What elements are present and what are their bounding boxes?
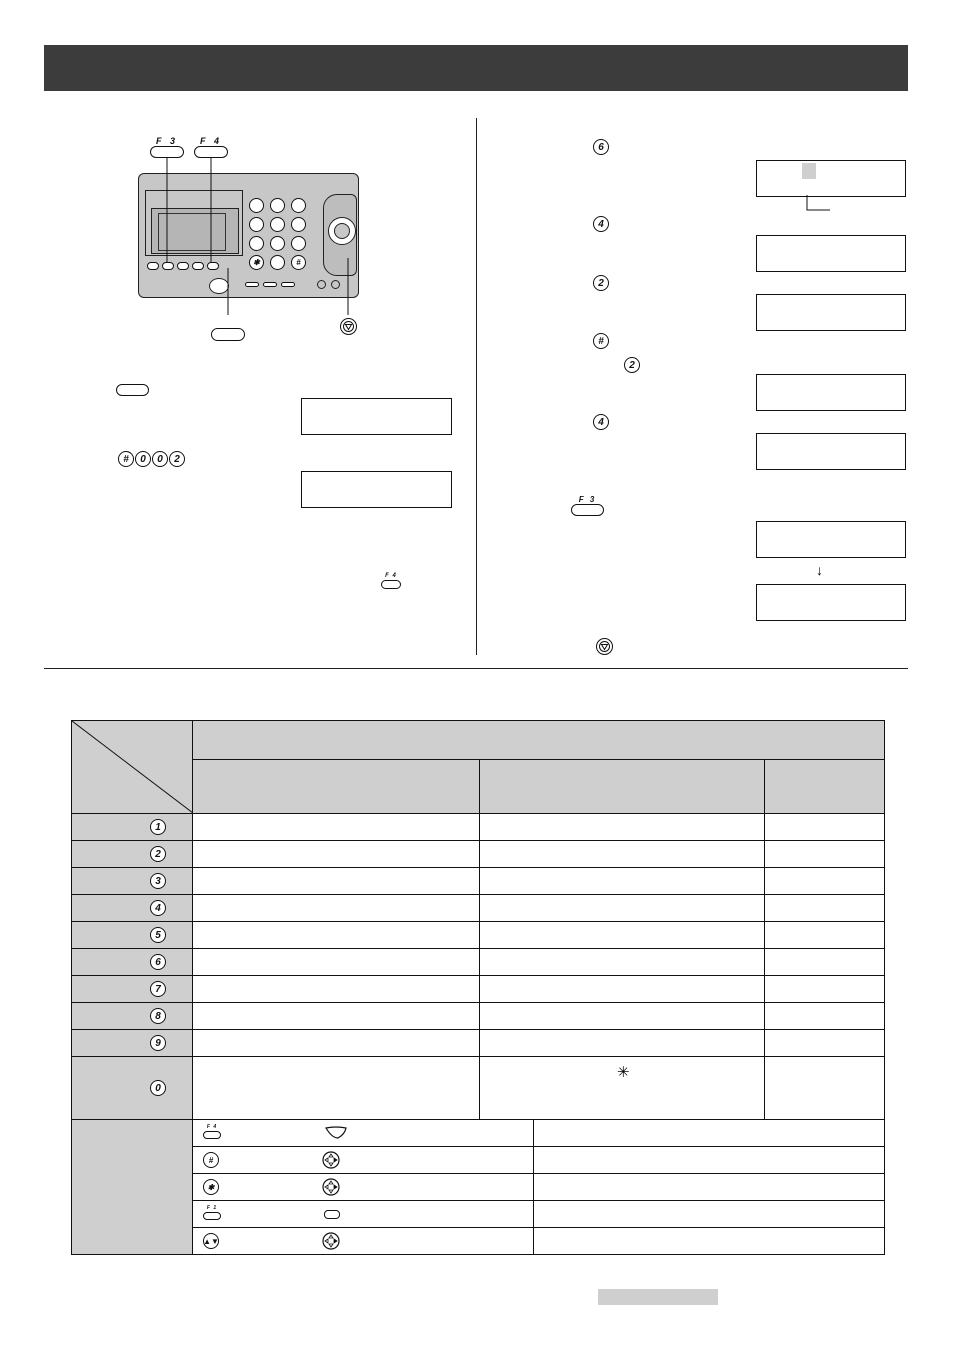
two-key-icon: 2 [593,275,609,291]
column-header [480,760,765,814]
function-description-cell [534,1201,885,1228]
char-cell [765,922,885,949]
digit-key-icon: 7 [150,981,166,997]
char-cell [480,922,765,949]
column-divider [476,118,477,655]
code-key-sequence [118,451,185,467]
callout-lines [130,150,370,350]
key-combination-cell [193,1120,534,1147]
char-cell [193,895,480,922]
page-footer-tab [598,1289,718,1305]
key-cell [72,976,193,1003]
lcd-display-4 [756,235,906,272]
function-key-callout [211,328,245,341]
lcd-display-6 [756,374,906,411]
digit-key-icon: 0 [150,1080,166,1096]
table-row [72,976,885,1003]
char-cell [480,976,765,1003]
lcd-display-7 [756,433,906,470]
stop-icon [343,321,354,332]
four-key-icon: 4 [593,216,609,232]
table-row [72,922,885,949]
column-header [193,760,480,814]
stop-key-step [596,638,613,655]
digit-key-icon: 2 [150,846,166,862]
key-cell [72,841,193,868]
zero-key-icon: 0 [135,451,151,467]
lcd-display-1 [301,398,452,435]
digit-key-icon: 6 [150,954,166,970]
table-row [72,1030,885,1057]
key-cell [72,814,193,841]
key-icon: ✱ [203,1179,219,1195]
table-row [72,1228,885,1255]
key-cell [72,895,193,922]
table-row [72,949,885,976]
table-row [72,895,885,922]
char-cell [765,868,885,895]
char-cell [765,895,885,922]
lcd-display-9 [756,584,906,621]
table-group-header [193,721,885,760]
table-row [72,1057,885,1120]
f3-inline-label: F 3 [578,495,597,504]
lcd-display-8 [756,521,906,558]
digit-key-icon: 8 [150,1008,166,1024]
key-cell [72,949,193,976]
char-cell [193,841,480,868]
lcd-display-2 [301,471,452,508]
char-cell [480,949,765,976]
char-cell [193,1003,480,1030]
key-icon: ▲▼ [203,1233,219,1249]
asterisk-symbol: ✳ [617,1064,630,1081]
char-cell [765,1030,885,1057]
key-cell [72,1057,193,1120]
soft-key-label: F 1 [206,1205,218,1211]
key-cell [72,1030,193,1057]
function-description-cell [534,1147,885,1174]
f3-key-inline [571,504,604,516]
diagonal-line [72,721,193,813]
char-cell [765,1057,885,1120]
navigator-key-icon [322,1151,340,1169]
navigator-key-icon [322,1178,340,1196]
char-cell [480,895,765,922]
char-cell [480,1003,765,1030]
table-row [72,841,885,868]
function-description-cell [534,1120,885,1147]
char-cell [765,949,885,976]
function-key-step [116,384,149,396]
stop-key-callout [340,318,357,335]
section-header-bar [44,45,908,91]
digit-key-icon: 9 [150,1035,166,1051]
char-cell [193,976,480,1003]
two-key-icon: 2 [624,357,640,373]
four-key-icon: 4 [593,414,609,430]
table-corner-cell [72,721,193,814]
key-combination-cell [193,1174,534,1201]
soft-key-icon [203,1126,221,1140]
table-row [72,1120,885,1147]
key-cell [72,868,193,895]
f4-inline-label: F 4 [385,573,397,579]
digit-key-icon: 5 [150,927,166,943]
function-key-icon [324,1210,340,1219]
char-cell [480,1030,765,1057]
char-cell [765,1003,885,1030]
lcd-display-5 [756,294,906,331]
digit-key-icon: 1 [150,819,166,835]
char-cell [193,868,480,895]
table-row [72,1147,885,1174]
hash-key-icon: # [118,451,134,467]
f3-label: F 3 [155,136,178,146]
cursor-callout-line [800,195,840,215]
char-cell [480,868,765,895]
stop-icon [599,641,610,652]
soft-key-icon [203,1207,221,1221]
key-icon: # [203,1152,219,1168]
table-row [72,1003,885,1030]
table-row [72,1201,885,1228]
f4-label: F 4 [199,136,222,146]
hash-key-icon: # [593,333,609,349]
key-combination-cell [193,1228,534,1255]
char-cell [480,814,765,841]
down-arrow-icon: ↓ [816,562,823,578]
six-key-icon: 6 [593,139,609,155]
char-cell [765,976,885,1003]
soft-key-label: F 4 [206,1124,218,1130]
char-cell [193,1057,480,1120]
char-cell [193,1030,480,1057]
f4-key-inline [381,580,401,589]
char-cell [765,841,885,868]
two-key-icon: 2 [169,451,185,467]
table-row [72,868,885,895]
char-cell [193,922,480,949]
char-cell [193,814,480,841]
key-cell [72,1003,193,1030]
function-description-cell [534,1174,885,1201]
column-header [765,760,885,814]
character-entry-table [71,720,885,1255]
lcd-display-3 [756,160,906,197]
digit-key-icon: 4 [150,900,166,916]
key-cell [72,922,193,949]
char-cell [765,814,885,841]
table-row [72,1174,885,1201]
cursor-block [802,163,816,179]
char-cell [480,1057,765,1120]
section-divider [44,668,908,669]
char-cell [193,949,480,976]
handset-key-icon [324,1126,348,1140]
key-combination-cell [193,1147,534,1174]
star-key: ✱ [249,255,264,270]
zero-key-icon: 0 [152,451,168,467]
key-combination-cell [193,1201,534,1228]
char-cell [480,841,765,868]
navigator-key-icon [322,1232,340,1250]
table-row [72,814,885,841]
function-description-cell [534,1228,885,1255]
hash-key: # [291,255,306,270]
function-group-cell [72,1120,193,1255]
digit-key-icon: 3 [150,873,166,889]
